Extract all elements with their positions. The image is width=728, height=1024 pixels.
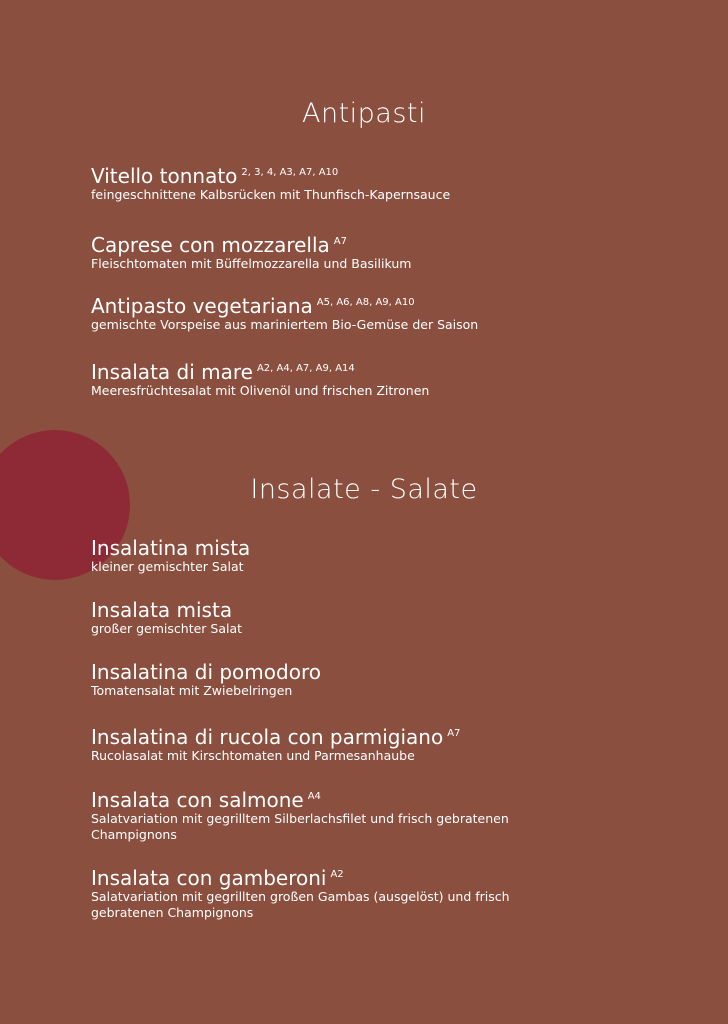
item-description: Tomatensalat mit Zwiebelringen xyxy=(91,683,293,698)
item-name: Insalata con salmone xyxy=(91,788,304,812)
item-description: Salatvariation mit gegrillten großen Gambas (ausgelöst) und frisch gebratenen Champignons xyxy=(91,889,510,920)
item-description: gemischte Vorspeise aus mariniertem Bio-Gemüse der Saison xyxy=(91,317,479,332)
item-name: Insalata con gamberoni xyxy=(91,866,327,890)
menu-item xyxy=(91,661,651,699)
item-description: Rucolasalat mit Kirschtomaten und Parmesanhaube xyxy=(91,748,415,763)
menu-item xyxy=(91,723,651,764)
menu-item xyxy=(91,162,651,203)
section-title-insalate: Insalate - Salate xyxy=(250,474,478,505)
item-allergens: 2, 3, 4, A3, A7, A10 xyxy=(241,167,339,178)
item-name: Insalatina mista xyxy=(91,536,251,560)
item-name: Insalata di mare xyxy=(91,360,253,384)
item-allergens: A5, A6, A8, A9, A10 xyxy=(316,297,415,308)
item-description: Meeresfrüchtesalat mit Olivenöl und frischen Zitronen xyxy=(91,383,430,398)
item-name: Insalata mista xyxy=(91,598,233,622)
item-allergens: A4 xyxy=(307,791,321,802)
item-description: feingeschnittene Kalbsrücken mit Thunfisch-Kapernsauce xyxy=(91,187,451,202)
item-name: Antipasto vegetariana xyxy=(91,294,313,318)
menu-item xyxy=(91,231,651,272)
item-allergens: A2, A4, A7, A9, A14 xyxy=(256,363,355,374)
section-title-antipasti: Antipasti xyxy=(301,98,426,129)
item-description: Salatvariation mit gegrilltem Silberlachsfilet und frisch gebratenen Champignons xyxy=(91,811,509,842)
menu-item xyxy=(91,786,561,843)
item-allergens: A7 xyxy=(333,236,347,247)
item-name: Insalatina di rucola con parmigiano xyxy=(91,725,444,749)
item-name: Vitello tonnato xyxy=(91,164,238,188)
menu-item xyxy=(91,537,651,575)
item-name: Caprese con mozzarella xyxy=(91,233,330,257)
item-description: kleiner gemischter Salat xyxy=(91,559,244,574)
item-allergens: A2 xyxy=(330,869,344,880)
item-description: Fleischtomaten mit Büffelmozzarella und Basilikum xyxy=(91,256,412,271)
item-allergens: A7 xyxy=(447,728,461,739)
menu-item xyxy=(91,292,651,333)
item-description: großer gemischter Salat xyxy=(91,621,243,636)
menu-item xyxy=(91,358,651,399)
item-name: Insalatina di pomodoro xyxy=(91,660,321,684)
menu-item xyxy=(91,599,651,637)
menu-item xyxy=(91,864,561,921)
